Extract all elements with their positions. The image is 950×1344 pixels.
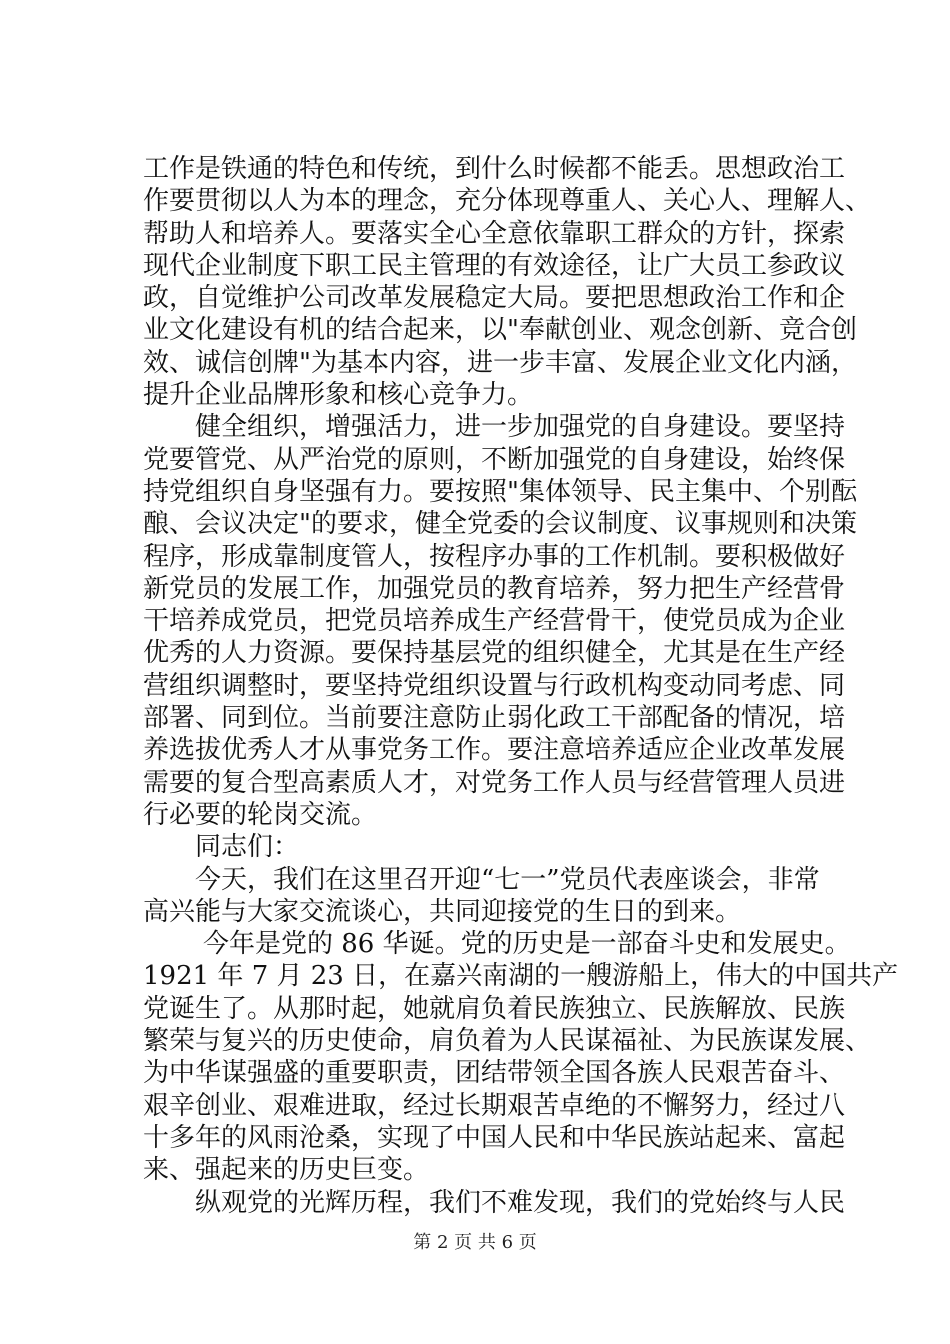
text-line: 新党员的发展工作，加强党员的教育培养，努力把生产经营骨 xyxy=(143,573,846,604)
page-footer: 第 2 页 共 6 页 xyxy=(413,1232,537,1253)
text-line: 作要贯彻以人为本的理念，充分体现尊重人、关心人、理解人、 xyxy=(143,186,872,217)
text-line: 部署、同到位。当前要注意防止弱化政工干部配备的情况，培 xyxy=(143,703,846,734)
paragraph-start-line: 纵观党的光辉历程，我们不难发现，我们的党始终与人民 xyxy=(195,1187,846,1218)
text-line: 程序，形成靠制度管人，按程序办事的工作机制。要积极做好 xyxy=(143,541,846,572)
text-line: 干培养成党员，把党员培养成生产经营骨干，使党员成为企业 xyxy=(143,606,846,637)
text-line: 高兴能与大家交流谈心，共同迎接党的生日的到来。 xyxy=(143,896,742,927)
text-line: 艰辛创业、艰难进取，经过长期艰苦卓绝的不懈努力，经过八 xyxy=(143,1090,846,1121)
text-line: 为中华谋强盛的重要职责，团结带领全国各族人民艰苦奋斗、 xyxy=(143,1058,846,1089)
text-line: 党诞生了。从那时起，她就肩负着民族独立、民族解放、民族 xyxy=(143,993,846,1024)
text-line: 繁荣与复兴的历史使命，肩负着为人民谋福祉、为民族谋发展、 xyxy=(143,1026,872,1057)
text-line: 来、强起来的历史巨变。 xyxy=(143,1155,430,1186)
text-line: 养选拔优秀人才从事党务工作。要注意培养适应企业改革发展 xyxy=(143,735,846,766)
text-line: 业文化建设有机的结合起来，以"奉献创业、观念创新、竞合创 xyxy=(143,315,857,346)
document-body xyxy=(143,153,899,1219)
text-line: 需要的复合型高素质人才，对党务工作人员与经营管理人员进 xyxy=(143,767,846,798)
text-line: 酿、会议决定"的要求，健全党委的会议制度、议事规则和决策 xyxy=(143,509,857,540)
text-line: 提升企业品牌形象和核心竞争力。 xyxy=(143,380,534,411)
text-line: 党要管党、从严治党的原则，不断加强党的自身建设，始终保 xyxy=(143,444,846,475)
paragraph-start-line: 今天，我们在这里召开迎“七一”党员代表座谈会，非常 xyxy=(195,864,820,895)
text-line: 十多年的风雨沧桑，实现了中国人民和中华民族站起来、富起 xyxy=(143,1122,846,1153)
text-line: 帮助人和培养人。要落实全心全意依靠职工群众的方针，探索 xyxy=(143,218,846,249)
text-line: 1921 年 7 月 23 日，在嘉兴南湖的一艘游船上，伟大的中国共产 xyxy=(143,961,899,992)
text-line: 营组织调整时，要坚持党组织设置与行政机构变动同考虑、同 xyxy=(143,670,846,701)
text-line: 优秀的人力资源。要保持基层党的组织健全，尤其是在生产经 xyxy=(143,638,846,669)
greeting-line: 同志们： xyxy=(195,832,300,863)
text-line: 效、诚信创牌"为基本内容，进一步丰富、发展企业文化内涵， xyxy=(143,347,857,378)
text-line: 现代企业制度下职工民主管理的有效途径，让广大员工参政议 xyxy=(143,250,846,281)
text-line: 政，自觉维护公司改革发展稳定大局。要把思想政治工作和企 xyxy=(143,283,846,314)
text-line: 持党组织自身坚强有力。要按照"集体领导、民主集中、个别酝 xyxy=(143,476,857,507)
text-line: 行必要的轮岗交流。 xyxy=(143,799,378,830)
text-line: 工作是铁通的特色和传统，到什么时候都不能丢。思想政治工 xyxy=(143,154,846,184)
paragraph-start-line: 健全组织，增强活力，进一步加强党的自身建设。要坚持 xyxy=(195,412,846,443)
paragraph-start-line: 今年是党的 86 华诞。党的历史是一部奋斗史和发展史。 xyxy=(203,929,851,960)
